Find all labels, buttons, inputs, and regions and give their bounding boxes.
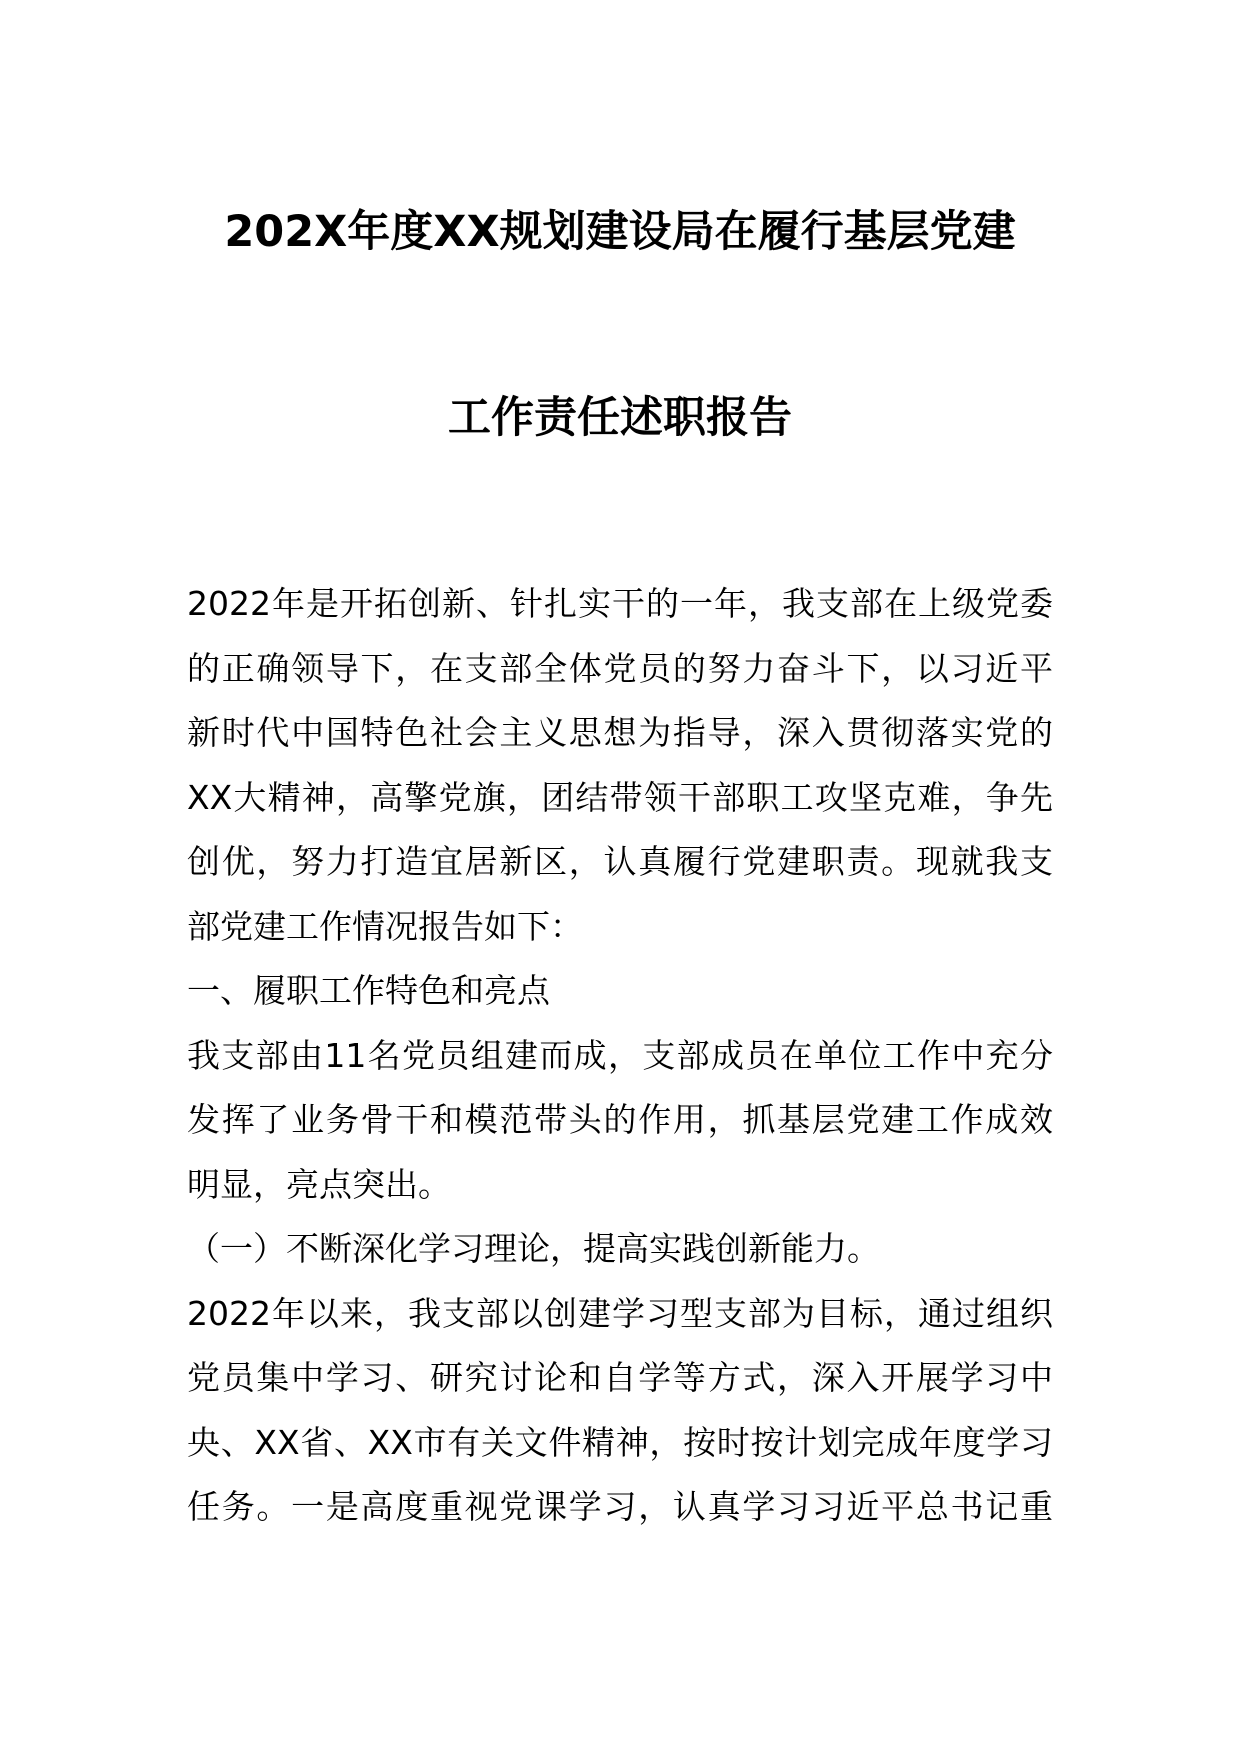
- body-line: 2022年以来，我支部以创建学习型支部为目标，通过组织: [187, 1293, 1053, 1333]
- body-line: XX大精神，高擎党旗，团结带领干部职工攻坚克难，争先: [187, 777, 1053, 817]
- document-body: [187, 572, 1053, 1540]
- body-line: 新时代中国特色社会主义思想为指导，深入贯彻落实党的: [187, 713, 1053, 752]
- subsection-heading: （一）不断深化学习理论，提高实践创新能力。: [187, 1229, 880, 1268]
- body-line: 明显，亮点突出。: [187, 1164, 451, 1204]
- body-line: 2022年是开拓创新、针扎实干的一年，我支部在上级党委: [187, 584, 1053, 623]
- section-heading: 一、履职工作特色和亮点: [187, 971, 550, 1010]
- document-title-line-2: 工作责任述职报告: [448, 393, 792, 443]
- body-line: 的正确领导下，在支部全体党员的努力奋斗下，以习近平: [187, 648, 1053, 688]
- body-line: 党员集中学习、研究讨论和自学等方式，深入开展学习中: [187, 1358, 1053, 1397]
- body-line: 任务。一是高度重视党课学习，认真学习习近平总书记重: [187, 1487, 1053, 1526]
- body-line: 央、XX省、XX市有关文件精神，按时按计划完成年度学习: [187, 1422, 1053, 1462]
- body-line: 我支部由11名党员组建而成，支部成员在单位工作中充分: [187, 1035, 1053, 1075]
- body-line: 部党建工作情况报告如下：: [187, 906, 583, 946]
- body-line: 创优，努力打造宜居新区，认真履行党建职责。现就我支: [187, 842, 1053, 881]
- document-title-line-1: 202X年度XX规划建设局在履行基层党建: [224, 207, 1016, 257]
- body-line: 发挥了业务骨干和模范带头的作用，抓基层党建工作成效: [187, 1100, 1053, 1139]
